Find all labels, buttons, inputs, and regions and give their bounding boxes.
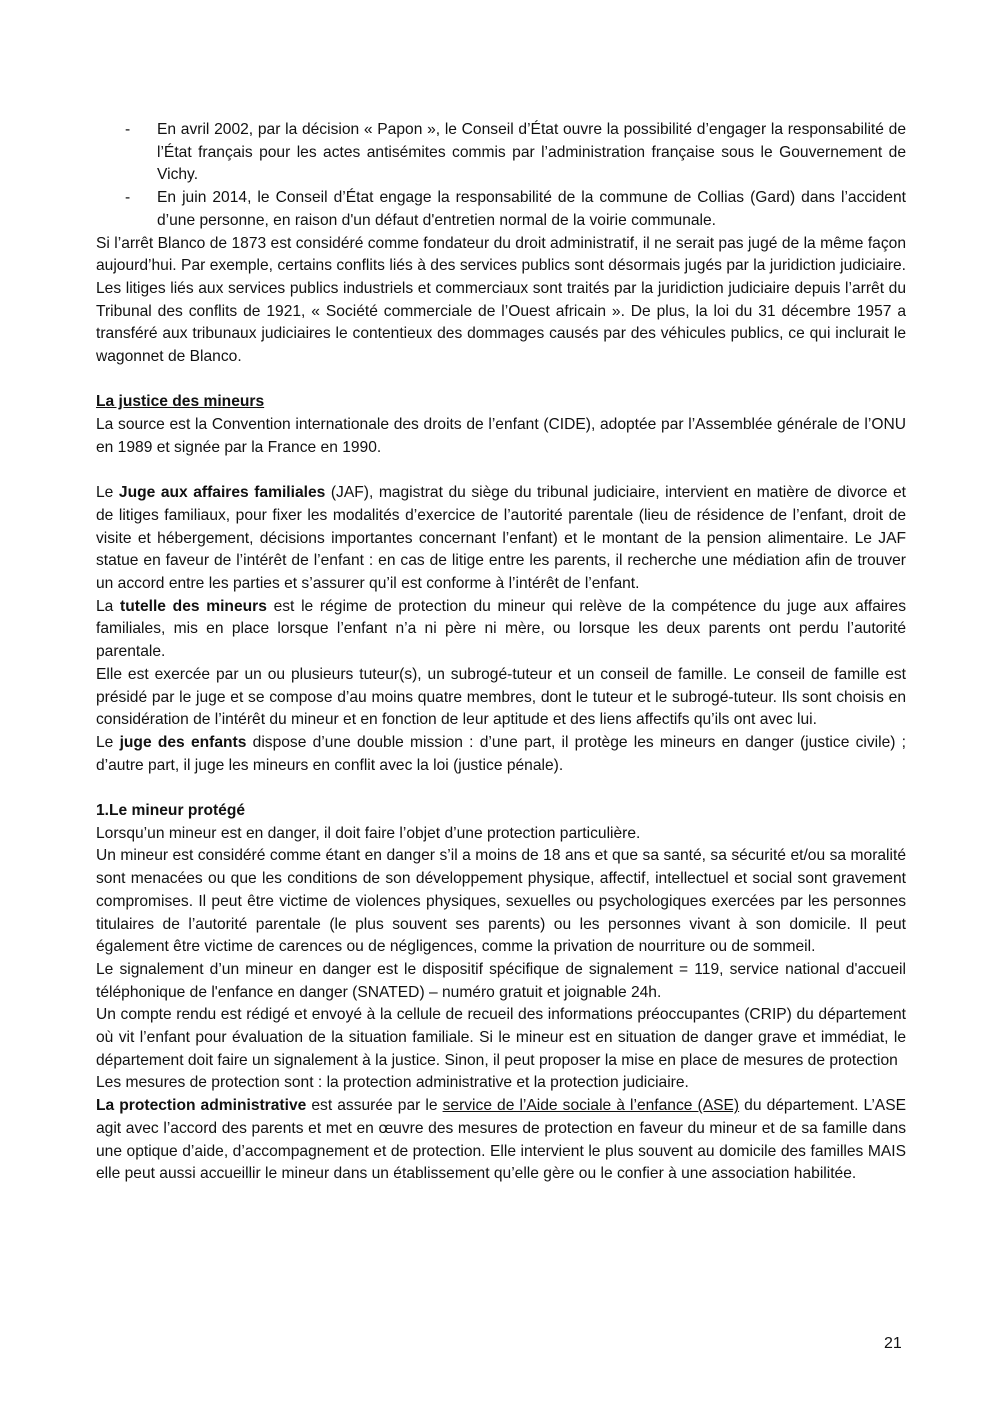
section-title: La justice des mineurs [96, 393, 265, 411]
juge-enfants-lead: Le [96, 733, 120, 751]
ase-link[interactable]: service de l’Aide sociale à l’enfance (ASE) [442, 1097, 740, 1115]
tutelle-term: tutelle des mineurs [120, 597, 267, 615]
jaf-term: Juge aux affaires familiales [118, 484, 326, 502]
subsection-title: 1.Le mineur protégé [96, 802, 246, 820]
jaf-lead: Le [96, 484, 119, 502]
bullet-marker: - [125, 189, 131, 207]
jaf-paragraph [96, 482, 906, 596]
bullet-marker: - [125, 121, 131, 138]
list-item [96, 187, 906, 232]
juge-enfants-text: dispose d’une double mission : d’une part, il protège les mineurs en danger (justice civile) ; d’autre part, il juge les mineurs en conflit avec la loi (justice pénale). [96, 733, 906, 774]
tutelle-text: est le régime de protection du mineur qui relève de la compétence du juge aux affaires familiales, mis en place lorsque l’enfant n’a ni père ni mère, ou lorsque les deux parents ont perdu l’autorité parentale. [96, 597, 906, 661]
juge-enfants-paragraph [96, 732, 906, 777]
juge-enfants-term: juge des enfants [119, 733, 247, 751]
bullet-text: En juin 2014, le Conseil d’État engage la responsabilité de la commune de Collias (Gard) dans l’accident d’une personne, en raison d'un défaut d'entretien normal de la voirie communale. [157, 189, 906, 229]
tutelle-lead: La [96, 597, 121, 615]
danger-definition-paragraph: Un mineur est considéré comme étant en danger s’il a moins de 18 ans et que sa santé, sa sécurité et/ou sa moralité sont menacées ou que les conditions de son développement physique, affectif, intellectuel et social sont gravement compromises. Il peut être victime de violences physiques, sexuelles ou psychologiques exercées par les personnes titulaires de l’autorité parentale (le plus souvent ses parents) ou les personnes vivant à son domicile. Il peut également être victime de carences ou de négligences, comme la privation de nourriture ou de sommeil. [96, 847, 906, 956]
protection-admin-mid: est assurée par le [306, 1097, 443, 1115]
source-paragraph: La source est la Convention internationale des droits de l’enfant (CIDE), adoptée par l’Assemblée générale de l’ONU en 1989 et signée par la France en 1990. [96, 416, 906, 456]
danger-intro-paragraph: Lorsqu’un mineur est en danger, il doit faire l’objet d’une protection particulière. [96, 824, 641, 842]
mesures-paragraph: Les mesures de protection sont : la protection administrative et la protection judiciaire. [96, 1074, 689, 1092]
document-body [96, 119, 906, 1186]
list-item [96, 119, 906, 187]
protection-admin-text: du département. L’ASE agit avec l’accord des parents et met en œuvre des mesures de protection en faveur du mineur et de sa famille dans une optique d’aide, d’accompagnement et de protection. Elle intervient le plus souvent au domicile des familles MAIS elle peut aussi accueillir le mineur dans un établissement qu’elle gère ou le confier à une association habilitée. [96, 1097, 907, 1183]
protection-admin-term: La protection administrative [96, 1097, 307, 1115]
page-number: 21 [884, 1335, 902, 1352]
tutelle-paragraph: Elle est exercée par un ou plusieurs tuteur(s), un subrogé-tuteur et un conseil de famille. Le conseil de famille est présidé par le juge et se compose d’au moins quatre membres, dont le tuteur et le subrogé-tuteur. Ils sont choisis en considération de l’intérêt du mineur et en fonction de leur aptitude et des liens affectifs qu’ils ont avec lui. [96, 665, 906, 729]
protection-admin-paragraph [96, 1095, 906, 1186]
jaf-text: (JAF), magistrat du siège du tribunal judiciaire, intervient en matière de divorce et de litiges familiaux, pour fixer les modalités d’exercice de l’autorité parentale (lieu de résidence de l’enfant, droit de visite et hébergement, décisions importantes concernant l’enfant) et le montant de la pension alimentaire. Le JAF statue en faveur de l’intérêt de l’enfant : en cas de litige entre les parents, il recherche une médiation afin de trouver un accord entre les parties et s’assurer qu’il est conforme à l’intérêt de l’enfant. [96, 484, 906, 593]
tutelle-definition-paragraph [96, 596, 906, 664]
bullet-list [96, 119, 906, 233]
signalement-paragraph: Le signalement d’un mineur en danger est le dispositif spécifique de signalement = 119, service national d'accueil téléphonique de l'enfance en danger (SNATED) – numéro gratuit et joignable 24h. [96, 960, 906, 1001]
blanco-paragraph: Si l’arrêt Blanco de 1873 est considéré comme fondateur du droit administratif, il ne serait pas jugé de la même façon aujourd’hui. Par exemple, certains conflits liés à des services publics sont désormais jugés par la juridiction judiciaire. Les litiges liés aux services publics industriels et commerciaux sont traités par la juridiction judiciaire depuis l’arrêt du Tribunal des conflits de 1921, « Société commerciale de l’Ouest africain ». De plus, la loi du 31 décembre 1957 a transféré aux tribunaux judiciaires le contentieux des dommages causés par des véhicules publics, ce qui inclurait le wagonnet de Blanco. [96, 234, 906, 366]
bullet-text: En avril 2002, par la décision « Papon », le Conseil d’État ouvre la possibilité d’engager la responsabilité de l’État français pour les actes antisémites commis par l’administration française sous le Gouvernement de Vichy. [157, 121, 906, 184]
compte-rendu-paragraph: Un compte rendu est rédigé et envoyé à la cellule de recueil des informations préoccupantes (CRIP) du département où vit l’enfant pour évaluation de la situation familiale. Si le mineur est en situation de danger grave et immédiat, le département doit faire un signalement à la justice. Sinon, il peut proposer la mise en place de mesures de protection [96, 1006, 906, 1069]
